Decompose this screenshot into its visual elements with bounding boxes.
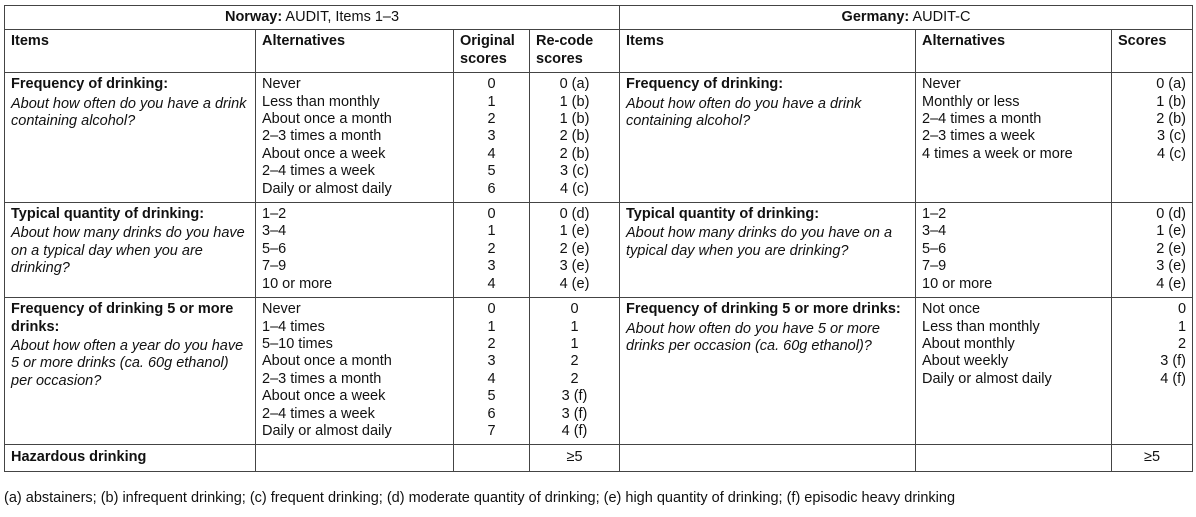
- alternative-option: 2–4 times a week: [262, 163, 375, 180]
- item-title: Frequency of drinking 5 or more drinks:: [11, 301, 234, 335]
- norway-recode-scores-cell: [530, 298, 620, 445]
- score: 0: [1177, 301, 1187, 318]
- alternative-option: 5–6: [262, 240, 287, 257]
- recode-score: 1 (e): [559, 223, 590, 240]
- score: 3 (e): [1156, 258, 1187, 275]
- alternative-option: 7–9: [922, 258, 947, 275]
- empty-cell: [256, 445, 454, 471]
- original-score: 0: [487, 301, 496, 318]
- score: 1 (b): [1156, 93, 1187, 110]
- item-title: Frequency of drinking:: [626, 76, 784, 93]
- item-question: About how often do you have 5 or more drinks per occasion (ca. 60g ethanol)?: [626, 320, 880, 354]
- score: 3 (f): [1160, 353, 1187, 370]
- audit-comparison-table: [4, 5, 1193, 472]
- alternative-option: 5–6: [922, 240, 947, 257]
- germany-items-header: Items: [620, 30, 916, 73]
- norway-item-cell: [5, 73, 256, 203]
- empty-cell: [620, 445, 916, 471]
- germany-alternatives-cell: [916, 298, 1112, 445]
- alternative-option: 10 or more: [262, 275, 333, 292]
- recode-score: 1: [570, 335, 579, 352]
- score: 1 (e): [1156, 223, 1187, 240]
- alternative-option: Daily or almost daily: [262, 422, 392, 439]
- alternative-option: 1–2: [922, 206, 947, 223]
- alternative-option: 2–3 times a month: [262, 128, 382, 145]
- empty-cell: [916, 445, 1112, 471]
- item-title: Typical quantity of drinking:: [626, 206, 820, 223]
- recode-score: 3 (f): [561, 405, 588, 422]
- item-question: About how many drinks do you have on a typical day when you are drinking?: [626, 225, 893, 259]
- alternative-option: Never: [922, 76, 961, 93]
- original-score: 6: [487, 180, 496, 197]
- item-title: Frequency of drinking 5 or more drinks:: [626, 301, 901, 318]
- empty-cell: [454, 445, 530, 471]
- alternative-option: About weekly: [922, 353, 1009, 370]
- norway-instrument-label: AUDIT, Items 1–3: [285, 9, 400, 25]
- hazardous-drinking-label: Hazardous drinking: [5, 445, 256, 471]
- score: 4 (c): [1157, 145, 1187, 162]
- norway-item-cell: [5, 203, 256, 298]
- norway-recode-scores-header: Re-code scores: [530, 30, 620, 73]
- alternative-option: Daily or almost daily: [262, 180, 392, 197]
- item-row-binge: [5, 298, 1193, 445]
- norway-header: [5, 6, 620, 30]
- original-score: 6: [487, 405, 496, 422]
- item-row-quantity: [5, 203, 1193, 298]
- alternative-option: 1–4 times: [262, 318, 325, 335]
- item-question: About how often do you have a drink containing alcohol?: [626, 95, 862, 130]
- alternative-option: 3–4: [262, 223, 287, 240]
- score: 3 (c): [1157, 128, 1187, 145]
- original-score: 5: [487, 163, 496, 180]
- item-title: Frequency of drinking:: [11, 76, 169, 93]
- norway-hazardous-threshold: ≥5: [530, 445, 620, 471]
- recode-score: 2 (b): [559, 145, 590, 162]
- germany-scores-cell: [1112, 298, 1193, 445]
- germany-item-cell: [620, 203, 916, 298]
- norway-original-scores-cell: [454, 73, 530, 203]
- alternative-option: Less than monthly: [262, 93, 380, 110]
- original-score: 4: [487, 275, 496, 292]
- alternative-option: About once a month: [262, 111, 392, 128]
- recode-score: 0 (d): [559, 206, 590, 223]
- germany-item-cell: [620, 73, 916, 203]
- recode-score: 2 (b): [559, 128, 590, 145]
- germany-header: [620, 6, 1193, 30]
- original-score: 2: [487, 335, 496, 352]
- germany-country-label: Germany:: [841, 9, 910, 25]
- recode-score: 1 (b): [559, 93, 590, 110]
- column-header-row: [5, 30, 1193, 73]
- alternative-option: Not once: [922, 301, 981, 318]
- norway-original-scores-header: Original scores: [454, 30, 530, 73]
- alternative-option: Never: [262, 76, 301, 93]
- original-score: 7: [487, 422, 496, 439]
- alternative-option: 2–3 times a month: [262, 370, 382, 387]
- alternative-option: 2–3 times a week: [922, 128, 1035, 145]
- original-score: 5: [487, 388, 496, 405]
- country-header-row: [5, 6, 1193, 30]
- original-score: 2: [487, 111, 496, 128]
- recode-score: 3 (f): [561, 388, 588, 405]
- alternative-option: Daily or almost daily: [922, 370, 1052, 387]
- original-score: 0: [487, 206, 496, 223]
- germany-alternatives-cell: [916, 203, 1112, 298]
- norway-recode-scores-cell: [530, 203, 620, 298]
- score: 4 (f): [1160, 370, 1187, 387]
- germany-scores-cell: [1112, 203, 1193, 298]
- norway-alternatives-cell: [256, 203, 454, 298]
- germany-item-cell: [620, 298, 916, 445]
- audit-comparison-table-container: [4, 5, 1192, 472]
- score: 2 (e): [1156, 240, 1187, 257]
- original-score: 0: [487, 76, 496, 93]
- alternative-option: About once a week: [262, 145, 386, 162]
- norway-country-label: Norway:: [224, 9, 283, 25]
- score: 0 (a): [1156, 76, 1187, 93]
- score: 2: [1177, 335, 1187, 352]
- original-score: 4: [487, 370, 496, 387]
- norway-items-header: Items: [5, 30, 256, 73]
- norway-alternatives-header: Alternatives: [256, 30, 454, 73]
- item-row-frequency: [5, 73, 1193, 203]
- recode-score: 3 (e): [559, 258, 590, 275]
- alternative-option: Never: [262, 301, 301, 318]
- recode-score: 3 (c): [560, 163, 589, 180]
- recode-score: 2: [570, 370, 579, 387]
- alternative-option: Monthly or less: [922, 93, 1020, 110]
- germany-instrument-label: AUDIT-C: [912, 9, 971, 25]
- alternative-option: 10 or more: [922, 275, 993, 292]
- recode-score: 2: [570, 353, 579, 370]
- score: 0 (d): [1156, 206, 1187, 223]
- recode-score: 4 (c): [560, 180, 589, 197]
- recode-score: 2 (e): [559, 240, 590, 257]
- alternative-option: About once a week: [262, 388, 386, 405]
- recode-score: 1: [570, 318, 579, 335]
- original-score: 1: [487, 93, 496, 110]
- recode-score: 0 (a): [559, 76, 590, 93]
- original-score: 1: [487, 223, 496, 240]
- alternative-option: Less than monthly: [922, 318, 1040, 335]
- norway-item-cell: [5, 298, 256, 445]
- alternative-option: 5–10 times: [262, 335, 333, 352]
- score: 2 (b): [1156, 111, 1187, 128]
- recode-score: 1 (b): [559, 111, 590, 128]
- original-score: 4: [487, 145, 496, 162]
- germany-scores-header: Scores: [1112, 30, 1193, 73]
- norway-original-scores-cell: [454, 203, 530, 298]
- alternative-option: 1–2: [262, 206, 287, 223]
- germany-hazardous-threshold: ≥5: [1112, 445, 1193, 471]
- hazardous-drinking-row: [5, 445, 1193, 471]
- recode-score: 0: [570, 301, 579, 318]
- germany-alternatives-header: Alternatives: [916, 30, 1112, 73]
- germany-alternatives-cell: [916, 73, 1112, 203]
- recode-score: 4 (e): [559, 275, 590, 292]
- alternative-option: 4 times a week or more: [922, 145, 1073, 162]
- original-score: 3: [487, 353, 496, 370]
- norway-alternatives-cell: [256, 298, 454, 445]
- table-footnote: (a) abstainers; (b) infrequent drinking; (c) frequent drinking; (d) moderate quantity of drinking; (e) high quantity of drinking; (f) episodic heavy drinking: [4, 490, 956, 506]
- alternative-option: About once a month: [262, 353, 392, 370]
- item-question: About how often a year do you have 5 or more drinks (ca. 60g ethanol) per occasion?: [11, 337, 244, 389]
- original-score: 2: [487, 240, 496, 257]
- score: 4 (e): [1156, 275, 1187, 292]
- germany-scores-cell: [1112, 73, 1193, 203]
- item-question: About how often do you have a drink containing alcohol?: [11, 95, 247, 130]
- alternative-option: 2–4 times a week: [262, 405, 375, 422]
- alternative-option: 2–4 times a month: [922, 111, 1042, 128]
- original-score: 1: [487, 318, 496, 335]
- alternative-option: 7–9: [262, 258, 287, 275]
- original-score: 3: [487, 258, 496, 275]
- item-question: About how many drinks do you have on a typical day when you are drinking?: [11, 225, 245, 277]
- recode-score: 4 (f): [561, 422, 588, 439]
- original-score: 3: [487, 128, 496, 145]
- norway-recode-scores-cell: [530, 73, 620, 203]
- score: 1: [1177, 318, 1187, 335]
- norway-original-scores-cell: [454, 298, 530, 445]
- norway-alternatives-cell: [256, 73, 454, 203]
- alternative-option: About monthly: [922, 335, 1015, 352]
- alternative-option: 3–4: [922, 223, 947, 240]
- item-title: Typical quantity of drinking:: [11, 206, 205, 223]
